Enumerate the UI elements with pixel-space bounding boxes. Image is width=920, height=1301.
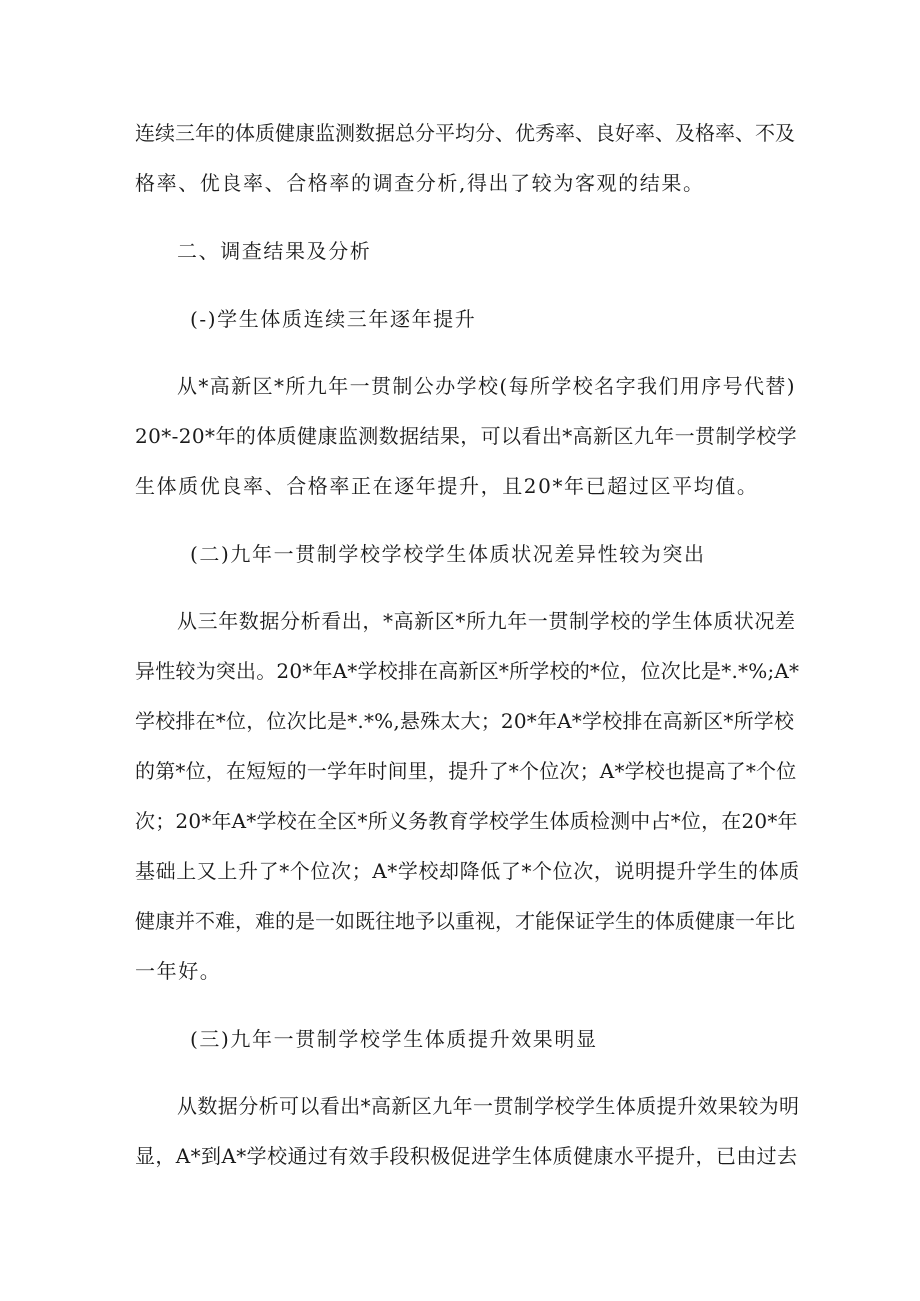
subsection-two-heading: (二)九年一贯制学校学校学生体质状况差异性较为突出 — [190, 542, 706, 566]
subsection-three-heading: (三)九年一贯制学校学生体质提升效果明显 — [190, 1027, 598, 1051]
para-two-line-5: 次；20*年A*学校在全区*所义务教育学校学生体质检测中占*位，在20*年 — [135, 809, 798, 833]
para-one-line-1: 从*高新区*所九年一贯制公办学校(每所学校名字我们用序号代替) — [177, 374, 797, 398]
intro-line-2: 格率、优良率、合格率的调查分析,得出了较为客观的结果。 — [135, 171, 705, 195]
para-three-line-1: 从数据分析可以看出*高新区九年一贯制学校学生体质提升效果较为明 — [177, 1094, 800, 1118]
section-two-heading: 二、调查结果及分析 — [177, 239, 372, 263]
para-two-line-8: 一年好。 — [135, 959, 222, 983]
para-three-line-2: 显，A*到A*学校通过有效手段积极促进学生体质健康水平提升，已由过去 — [135, 1144, 798, 1168]
subsection-one-heading: (-)学生体质连续三年逐年提升 — [190, 307, 477, 331]
para-one-line-3: 生体质优良率、合格率正在逐年提升，且20*年已超过区平均值。 — [135, 474, 759, 498]
para-one-line-2: 20*-20*年的体质健康监测数据结果，可以看出*高新区九年一贯制学校学 — [135, 424, 798, 448]
intro-line-1: 连续三年的体质健康监测数据总分平均分、优秀率、良好率、及格率、不及 — [135, 121, 795, 145]
para-two-line-4: 的第*位，在短短的一学年时间里，提升了*个位次；A*学校也提高了*个位 — [135, 759, 797, 783]
para-two-line-3: 学校排在*位，位次比是*.*%,悬殊太大；20*年A*学校排在高新区*所学校 — [135, 709, 795, 733]
para-two-line-1: 从三年数据分析看出，*高新区*所九年一贯制学校的学生体质状况差 — [177, 609, 796, 633]
para-two-line-6: 基础上又上升了*个位次；A*学校却降低了*个位次，说明提升学生的体质 — [135, 859, 800, 883]
para-two-line-7: 健康并不难，难的是一如既往地予以重视，才能保证学生的体质健康一年比 — [135, 909, 795, 933]
para-two-line-2: 异性较为突出。20*年A*学校排在高新区*所学校的*位，位次比是*.*%;A* — [135, 659, 800, 683]
